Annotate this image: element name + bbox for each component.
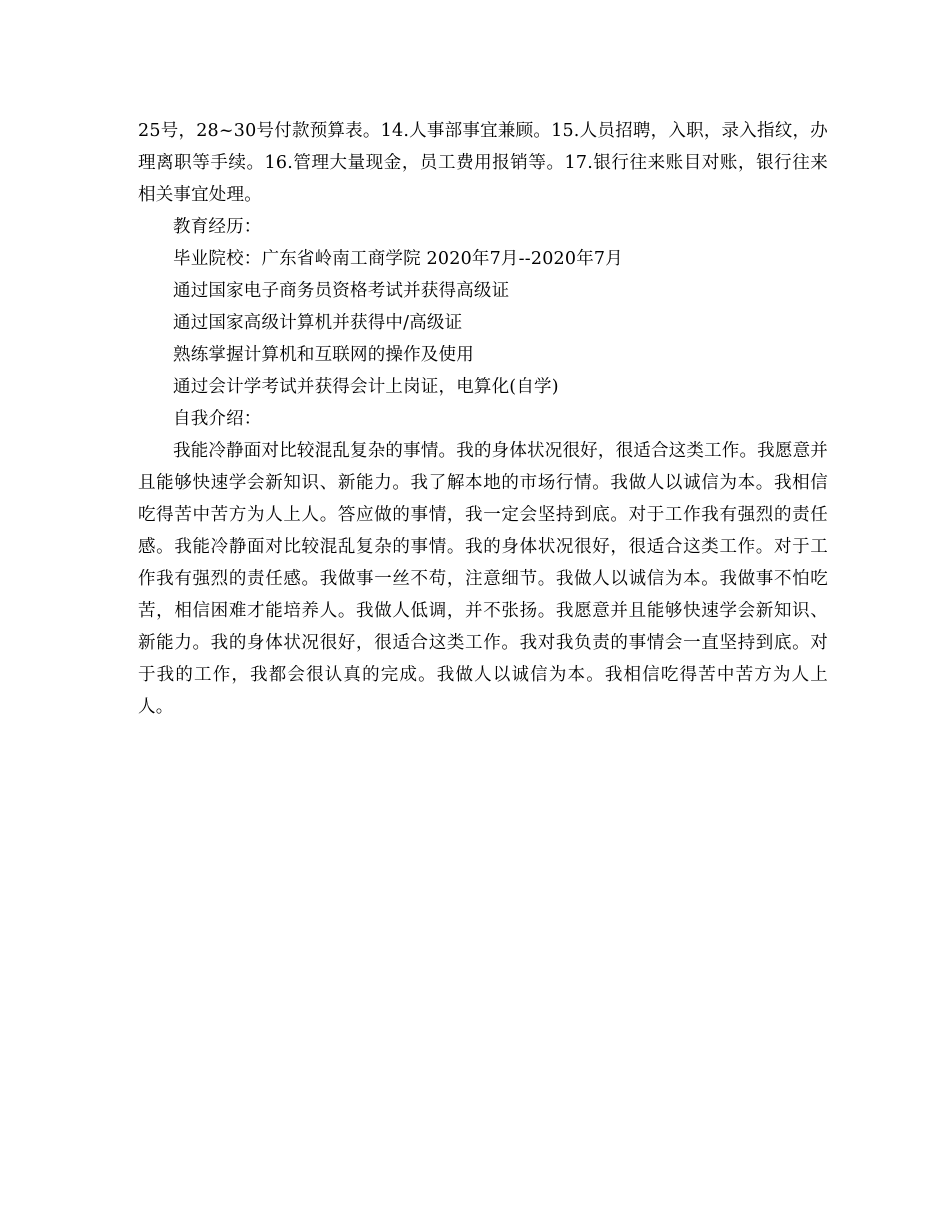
education-heading: 教育经历： — [173, 217, 262, 237]
education-internet-skill-line: 熟练掌握计算机和互联网的操作及使用 — [173, 345, 474, 365]
education-ecommerce-cert-line: 通过国家电子商务员资格考试并获得高级证 — [173, 281, 510, 301]
education-computer-cert-line: 通过国家高级计算机并获得中/高级证 — [173, 313, 463, 333]
document-body — [138, 115, 828, 723]
self-intro-heading: 自我介绍： — [173, 409, 262, 429]
education-school-line: 毕业院校：广东省岭南工商学院 2020年7月--2020年7月 — [173, 249, 623, 269]
education-accounting-cert-line: 通过会计学考试并获得会计上岗证，电算化(自学) — [173, 377, 559, 397]
self-intro-paragraph: 我能冷静面对比较混乱复杂的事情。我的身体状况很好，很适合这类工作。我愿意并且能够快速学会新知识、新能力。我了解本地的市场行情。我做人以诚信为本。我相信吃得苦中苦方为人上人。答应做的事情，我一定会坚持到底。对于工作我有强烈的责任感。我能冷静面对比较混乱复杂的事情。我的身体状况很好，很适合这类工作。对于工作我有强烈的责任感。我做事一丝不苟，注意细节。我做人以诚信为本。我做事不怕吃苦，相信困难才能培养人。我做人低调，并不张扬。我愿意并且能够快速学会新知识、新能力。我的身体状况很好，很适合这类工作。我对我负责的事情会一直坚持到底。对于我的工作，我都会很认真的完成。我做人以诚信为本。我相信吃得苦中苦方为人上人。 — [138, 441, 828, 717]
job-duties-continuation-paragraph: 25号，28~30号付款预算表。14.人事部事宜兼顾。15.人员招聘，入职，录入指纹，办理离职等手续。16.管理大量现金，员工费用报销等。17.银行往来账目对账，银行往来相关事宜处理。 — [138, 121, 828, 205]
